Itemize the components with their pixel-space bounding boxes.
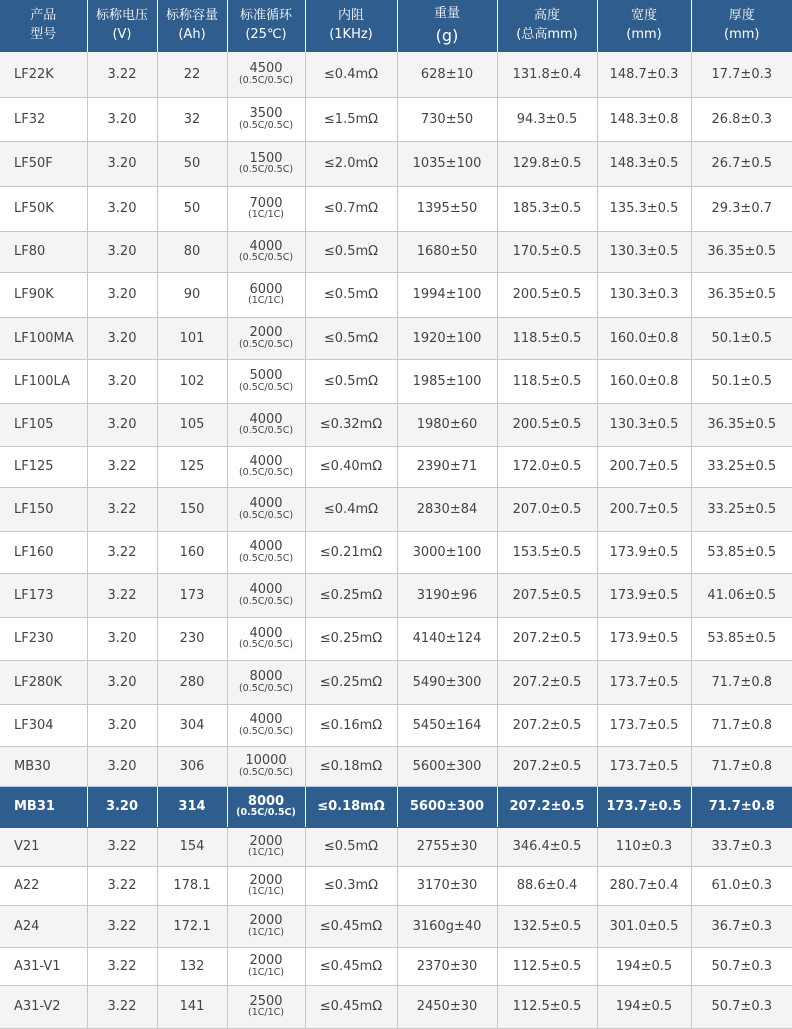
cell-capacity: 105 xyxy=(157,403,227,446)
cycle-count: 5000 xyxy=(249,368,283,384)
cell-width: 280.7±0.4 xyxy=(597,866,691,905)
cell-resistance: ≤0.5mΩ xyxy=(305,827,397,866)
cell-model: LF50K xyxy=(0,186,87,231)
cycle-count: 4000 xyxy=(249,712,283,728)
cell-model: LF105 xyxy=(0,403,87,446)
cell-capacity: 173 xyxy=(157,573,227,617)
cell-capacity: 306 xyxy=(157,746,227,786)
cell-thickness: 33.25±0.5 xyxy=(691,446,792,487)
cell-resistance: ≤0.25mΩ xyxy=(305,573,397,617)
cell-model: LF100MA xyxy=(0,317,87,359)
header-cycles: 标准循环 (25℃) xyxy=(227,0,305,52)
table-row xyxy=(0,359,792,403)
cycle-rate: (0.5C/0.5C) xyxy=(238,467,294,479)
table-row xyxy=(0,231,792,272)
cell-model: LF80 xyxy=(0,231,87,272)
cell-cycles xyxy=(227,786,305,827)
table-row xyxy=(0,186,792,231)
cell-model: LF280K xyxy=(0,660,87,704)
cell-resistance: ≤0.45mΩ xyxy=(305,947,397,985)
cell-width: 148.3±0.8 xyxy=(597,97,691,141)
cell-model: LF32 xyxy=(0,97,87,141)
cycle-count: 2000 xyxy=(249,953,283,969)
cell-capacity: 141 xyxy=(157,985,227,1028)
cell-height: 207.2±0.5 xyxy=(497,704,597,746)
cell-voltage: 3.20 xyxy=(87,403,157,446)
cycle-count: 10000 xyxy=(245,753,287,769)
cell-thickness: 17.7±0.3 xyxy=(691,52,792,97)
cell-weight: 1680±50 xyxy=(397,231,497,272)
cell-voltage: 3.20 xyxy=(87,746,157,786)
cell-height: 207.2±0.5 xyxy=(497,617,597,660)
cell-cycles xyxy=(227,746,305,786)
cell-cycles xyxy=(227,660,305,704)
cell-height: 170.5±0.5 xyxy=(497,231,597,272)
cell-weight: 2370±30 xyxy=(397,947,497,985)
cell-voltage: 3.20 xyxy=(87,786,157,827)
header-weight: 重量 (g) xyxy=(397,0,497,52)
cell-thickness: 71.7±0.8 xyxy=(691,746,792,786)
cell-resistance: ≤0.21mΩ xyxy=(305,531,397,573)
cell-height: 129.8±0.5 xyxy=(497,141,597,186)
cell-resistance: ≤0.18mΩ xyxy=(305,786,397,827)
cell-width: 173.9±0.5 xyxy=(597,531,691,573)
cell-resistance: ≤0.25mΩ xyxy=(305,617,397,660)
cell-height: 112.5±0.5 xyxy=(497,985,597,1028)
cell-resistance: ≤0.5mΩ xyxy=(305,272,397,317)
cell-height: 207.2±0.5 xyxy=(497,786,597,827)
cycle-rate: (0.5C/0.5C) xyxy=(238,766,294,778)
cell-height: 132.5±0.5 xyxy=(497,905,597,947)
cell-thickness: 26.7±0.5 xyxy=(691,141,792,186)
cell-model: LF173 xyxy=(0,573,87,617)
cell-weight: 5600±300 xyxy=(397,746,497,786)
cell-height: 200.5±0.5 xyxy=(497,403,597,446)
cell-model: LF125 xyxy=(0,446,87,487)
cell-weight: 1920±100 xyxy=(397,317,497,359)
cell-thickness: 50.7±0.3 xyxy=(691,985,792,1028)
cell-height: 207.5±0.5 xyxy=(497,573,597,617)
cycle-rate: (1C/1C) xyxy=(248,1007,284,1019)
header-height: 高度 (总高mm) xyxy=(497,0,597,52)
cell-thickness: 50.7±0.3 xyxy=(691,947,792,985)
cell-weight: 1395±50 xyxy=(397,186,497,231)
cell-resistance: ≤0.4mΩ xyxy=(305,487,397,531)
header-resistance: 内阻 (1KHz) xyxy=(305,0,397,52)
cell-model: LF230 xyxy=(0,617,87,660)
cell-cycles xyxy=(227,573,305,617)
cell-cycles xyxy=(227,52,305,97)
cell-voltage: 3.22 xyxy=(87,985,157,1028)
table-row xyxy=(0,617,792,660)
cycle-rate: (1C/1C) xyxy=(248,847,284,859)
cell-voltage: 3.20 xyxy=(87,660,157,704)
cell-width: 301.0±0.5 xyxy=(597,905,691,947)
cycle-count: 2000 xyxy=(249,833,283,849)
cycle-rate: (0.5C/0.5C) xyxy=(238,338,294,350)
cell-voltage: 3.20 xyxy=(87,317,157,359)
cell-thickness: 71.7±0.8 xyxy=(691,704,792,746)
cell-capacity: 22 xyxy=(157,52,227,97)
cell-voltage: 3.20 xyxy=(87,617,157,660)
cell-width: 173.9±0.5 xyxy=(597,617,691,660)
table-row xyxy=(0,660,792,704)
cell-cycles xyxy=(227,403,305,446)
cell-cycles xyxy=(227,446,305,487)
cycle-rate: (0.5C/0.5C) xyxy=(238,682,294,694)
table-row xyxy=(0,403,792,446)
cell-capacity: 132 xyxy=(157,947,227,985)
header-width: 宽度 (mm) xyxy=(597,0,691,52)
cell-width: 135.3±0.5 xyxy=(597,186,691,231)
cell-cycles xyxy=(227,272,305,317)
cell-height: 207.2±0.5 xyxy=(497,746,597,786)
cell-model: A24 xyxy=(0,905,87,947)
cycle-count: 4000 xyxy=(249,496,283,512)
cell-resistance: ≤0.25mΩ xyxy=(305,660,397,704)
header-thickness: 厚度 (mm) xyxy=(691,0,792,52)
cell-model: LF150 xyxy=(0,487,87,531)
cell-thickness: 61.0±0.3 xyxy=(691,866,792,905)
cell-thickness: 36.35±0.5 xyxy=(691,272,792,317)
cell-cycles xyxy=(227,531,305,573)
cycle-count: 4500 xyxy=(249,61,283,77)
cell-weight: 1985±100 xyxy=(397,359,497,403)
cycle-rate: (0.5C/0.5C) xyxy=(238,164,294,176)
cell-resistance: ≤0.45mΩ xyxy=(305,905,397,947)
header-model: 产品 型号 xyxy=(0,0,87,52)
cycle-rate: (0.5C/0.5C) xyxy=(238,425,294,437)
cell-resistance: ≤0.3mΩ xyxy=(305,866,397,905)
cell-model: A31-V1 xyxy=(0,947,87,985)
cycle-count: 4000 xyxy=(249,625,283,641)
cycle-count: 4000 xyxy=(249,453,283,469)
cell-model: A22 xyxy=(0,866,87,905)
cell-thickness: 53.85±0.5 xyxy=(691,531,792,573)
cycle-count: 1500 xyxy=(249,150,283,166)
cell-resistance: ≤0.4mΩ xyxy=(305,52,397,97)
cell-voltage: 3.22 xyxy=(87,866,157,905)
cell-weight: 4140±124 xyxy=(397,617,497,660)
cell-height: 118.5±0.5 xyxy=(497,317,597,359)
cycle-rate: (1C/1C) xyxy=(248,966,284,978)
cycle-count: 8000 xyxy=(247,793,285,809)
cell-voltage: 3.20 xyxy=(87,97,157,141)
cell-weight: 5450±164 xyxy=(397,704,497,746)
cell-capacity: 125 xyxy=(157,446,227,487)
table-row xyxy=(0,746,792,786)
cycle-count: 4000 xyxy=(249,582,283,598)
cell-voltage: 3.22 xyxy=(87,52,157,97)
cell-weight: 1035±100 xyxy=(397,141,497,186)
cycle-rate: (0.5C/0.5C) xyxy=(238,509,294,521)
cell-capacity: 304 xyxy=(157,704,227,746)
cell-width: 173.7±0.5 xyxy=(597,704,691,746)
cell-height: 185.3±0.5 xyxy=(497,186,597,231)
cell-resistance: ≤0.45mΩ xyxy=(305,985,397,1028)
cell-resistance: ≤0.16mΩ xyxy=(305,704,397,746)
cell-cycles xyxy=(227,985,305,1028)
cell-weight: 2830±84 xyxy=(397,487,497,531)
cell-model: LF90K xyxy=(0,272,87,317)
cycle-count: 2000 xyxy=(249,913,283,929)
cell-cycles xyxy=(227,866,305,905)
cell-cycles xyxy=(227,186,305,231)
cell-cycles xyxy=(227,141,305,186)
cycle-rate: (1C/1C) xyxy=(248,886,284,898)
cell-weight: 2390±71 xyxy=(397,446,497,487)
cell-voltage: 3.20 xyxy=(87,186,157,231)
cell-thickness: 29.3±0.7 xyxy=(691,186,792,231)
cell-width: 148.3±0.5 xyxy=(597,141,691,186)
cell-width: 160.0±0.8 xyxy=(597,359,691,403)
cell-weight: 730±50 xyxy=(397,97,497,141)
cell-cycles xyxy=(227,359,305,403)
table-row xyxy=(0,97,792,141)
cell-model: LF50F xyxy=(0,141,87,186)
cycle-rate: (0.5C/0.5C) xyxy=(238,252,294,264)
cycle-count: 2000 xyxy=(249,872,283,888)
cell-thickness: 33.7±0.3 xyxy=(691,827,792,866)
cell-width: 130.3±0.5 xyxy=(597,231,691,272)
cell-height: 153.5±0.5 xyxy=(497,531,597,573)
cell-weight: 3160g±40 xyxy=(397,905,497,947)
cell-weight: 5600±300 xyxy=(397,786,497,827)
cycle-count: 4000 xyxy=(249,411,283,427)
cell-voltage: 3.22 xyxy=(87,446,157,487)
cell-thickness: 36.35±0.5 xyxy=(691,403,792,446)
cycle-count: 3500 xyxy=(249,106,283,122)
cell-width: 173.7±0.5 xyxy=(597,786,691,827)
cell-width: 200.7±0.5 xyxy=(597,446,691,487)
table-row xyxy=(0,866,792,905)
cell-cycles xyxy=(227,231,305,272)
cell-weight: 1994±100 xyxy=(397,272,497,317)
cell-resistance: ≤0.18mΩ xyxy=(305,746,397,786)
cell-capacity: 160 xyxy=(157,531,227,573)
cell-capacity: 50 xyxy=(157,141,227,186)
cycle-rate: (0.5C/0.5C) xyxy=(238,552,294,564)
cell-voltage: 3.20 xyxy=(87,704,157,746)
table-row-highlighted xyxy=(0,786,792,827)
cell-width: 130.3±0.3 xyxy=(597,272,691,317)
cell-model: MB31 xyxy=(0,786,87,827)
table-row xyxy=(0,827,792,866)
table-body xyxy=(0,52,792,1028)
cell-resistance: ≤0.32mΩ xyxy=(305,403,397,446)
table-row xyxy=(0,446,792,487)
cell-thickness: 26.8±0.3 xyxy=(691,97,792,141)
cell-voltage: 3.20 xyxy=(87,231,157,272)
cell-width: 194±0.5 xyxy=(597,985,691,1028)
table-row xyxy=(0,272,792,317)
cell-height: 207.2±0.5 xyxy=(497,660,597,704)
cell-height: 112.5±0.5 xyxy=(497,947,597,985)
cell-thickness: 50.1±0.5 xyxy=(691,317,792,359)
cycle-count: 4000 xyxy=(249,238,283,254)
cell-height: 131.8±0.4 xyxy=(497,52,597,97)
cell-model: MB30 xyxy=(0,746,87,786)
cell-voltage: 3.22 xyxy=(87,827,157,866)
cell-width: 194±0.5 xyxy=(597,947,691,985)
cell-capacity: 32 xyxy=(157,97,227,141)
cell-resistance: ≤0.5mΩ xyxy=(305,359,397,403)
cycle-count: 4000 xyxy=(249,539,283,555)
cell-thickness: 36.7±0.3 xyxy=(691,905,792,947)
cycle-rate: (1C/1C) xyxy=(248,926,284,938)
table-row xyxy=(0,947,792,985)
cycle-rate: (0.5C/0.5C) xyxy=(238,381,294,393)
cell-capacity: 178.1 xyxy=(157,866,227,905)
cell-height: 200.5±0.5 xyxy=(497,272,597,317)
cell-resistance: ≤0.7mΩ xyxy=(305,186,397,231)
cycle-count: 7000 xyxy=(249,195,283,211)
cell-weight: 5490±300 xyxy=(397,660,497,704)
cell-thickness: 53.85±0.5 xyxy=(691,617,792,660)
cell-width: 110±0.3 xyxy=(597,827,691,866)
table-row xyxy=(0,52,792,97)
cell-thickness: 36.35±0.5 xyxy=(691,231,792,272)
cell-weight: 2450±30 xyxy=(397,985,497,1028)
cell-height: 94.3±0.5 xyxy=(497,97,597,141)
cell-weight: 2755±30 xyxy=(397,827,497,866)
cell-width: 148.7±0.3 xyxy=(597,52,691,97)
cell-width: 173.7±0.5 xyxy=(597,746,691,786)
cycle-rate: (0.5C/0.5C) xyxy=(238,75,294,87)
cell-cycles xyxy=(227,704,305,746)
cell-voltage: 3.22 xyxy=(87,573,157,617)
header-capacity: 标称容量 (Ah) xyxy=(157,0,227,52)
cell-capacity: 280 xyxy=(157,660,227,704)
cell-model: A31-V2 xyxy=(0,985,87,1028)
cell-height: 118.5±0.5 xyxy=(497,359,597,403)
cell-capacity: 101 xyxy=(157,317,227,359)
cell-model: LF100LA xyxy=(0,359,87,403)
table-row xyxy=(0,531,792,573)
cell-thickness: 50.1±0.5 xyxy=(691,359,792,403)
cell-weight: 3000±100 xyxy=(397,531,497,573)
cell-voltage: 3.22 xyxy=(87,905,157,947)
cell-capacity: 150 xyxy=(157,487,227,531)
cell-weight: 628±10 xyxy=(397,52,497,97)
cell-capacity: 172.1 xyxy=(157,905,227,947)
cell-model: LF22K xyxy=(0,52,87,97)
cell-height: 172.0±0.5 xyxy=(497,446,597,487)
table-row xyxy=(0,573,792,617)
table-row xyxy=(0,141,792,186)
cell-width: 200.7±0.5 xyxy=(597,487,691,531)
cycle-count: 8000 xyxy=(249,669,283,685)
table-row xyxy=(0,487,792,531)
cell-model: V21 xyxy=(0,827,87,866)
cell-resistance: ≤1.5mΩ xyxy=(305,97,397,141)
cell-cycles xyxy=(227,947,305,985)
cell-height: 346.4±0.5 xyxy=(497,827,597,866)
cell-voltage: 3.22 xyxy=(87,487,157,531)
cell-thickness: 41.06±0.5 xyxy=(691,573,792,617)
table-row xyxy=(0,317,792,359)
cycle-rate: (0.5C/0.5C) xyxy=(238,119,294,131)
cell-voltage: 3.22 xyxy=(87,531,157,573)
cycle-rate: (0.5C/0.5C) xyxy=(238,725,294,737)
cell-cycles xyxy=(227,617,305,660)
cell-capacity: 102 xyxy=(157,359,227,403)
cycle-rate: (0.5C/0.5C) xyxy=(238,639,294,651)
cell-width: 173.9±0.5 xyxy=(597,573,691,617)
cell-resistance: ≤0.5mΩ xyxy=(305,231,397,272)
cell-voltage: 3.20 xyxy=(87,272,157,317)
cycle-count: 2000 xyxy=(249,325,283,341)
cell-capacity: 314 xyxy=(157,786,227,827)
cell-capacity: 50 xyxy=(157,186,227,231)
cell-width: 130.3±0.5 xyxy=(597,403,691,446)
cell-voltage: 3.22 xyxy=(87,947,157,985)
cell-height: 88.6±0.4 xyxy=(497,866,597,905)
cell-resistance: ≤2.0mΩ xyxy=(305,141,397,186)
cell-model: LF160 xyxy=(0,531,87,573)
cell-voltage: 3.20 xyxy=(87,141,157,186)
cell-capacity: 154 xyxy=(157,827,227,866)
header-voltage: 标称电压 (V) xyxy=(87,0,157,52)
cycle-rate: (0.5C/0.5C) xyxy=(236,807,296,819)
cell-weight: 3170±30 xyxy=(397,866,497,905)
cell-cycles xyxy=(227,905,305,947)
cell-resistance: ≤0.40mΩ xyxy=(305,446,397,487)
cell-voltage: 3.20 xyxy=(87,359,157,403)
cell-thickness: 71.7±0.8 xyxy=(691,660,792,704)
cell-height: 207.0±0.5 xyxy=(497,487,597,531)
cell-cycles xyxy=(227,97,305,141)
cell-capacity: 90 xyxy=(157,272,227,317)
cell-capacity: 80 xyxy=(157,231,227,272)
cell-model: LF304 xyxy=(0,704,87,746)
cell-thickness: 33.25±0.5 xyxy=(691,487,792,531)
cycle-count: 6000 xyxy=(249,281,283,297)
table-row xyxy=(0,985,792,1028)
cell-resistance: ≤0.5mΩ xyxy=(305,317,397,359)
table-header xyxy=(0,0,792,52)
cycle-rate: (1C/1C) xyxy=(248,209,284,221)
cell-width: 160.0±0.8 xyxy=(597,317,691,359)
cell-weight: 3190±96 xyxy=(397,573,497,617)
cell-capacity: 230 xyxy=(157,617,227,660)
cell-width: 173.7±0.5 xyxy=(597,660,691,704)
cell-cycles xyxy=(227,317,305,359)
cell-cycles xyxy=(227,487,305,531)
cycle-count: 2500 xyxy=(249,993,283,1009)
cycle-rate: (1C/1C) xyxy=(248,295,284,307)
table-row xyxy=(0,704,792,746)
table-row xyxy=(0,905,792,947)
cell-cycles xyxy=(227,827,305,866)
cell-weight: 1980±60 xyxy=(397,403,497,446)
cell-thickness: 71.7±0.8 xyxy=(691,786,792,827)
cycle-rate: (0.5C/0.5C) xyxy=(238,595,294,607)
